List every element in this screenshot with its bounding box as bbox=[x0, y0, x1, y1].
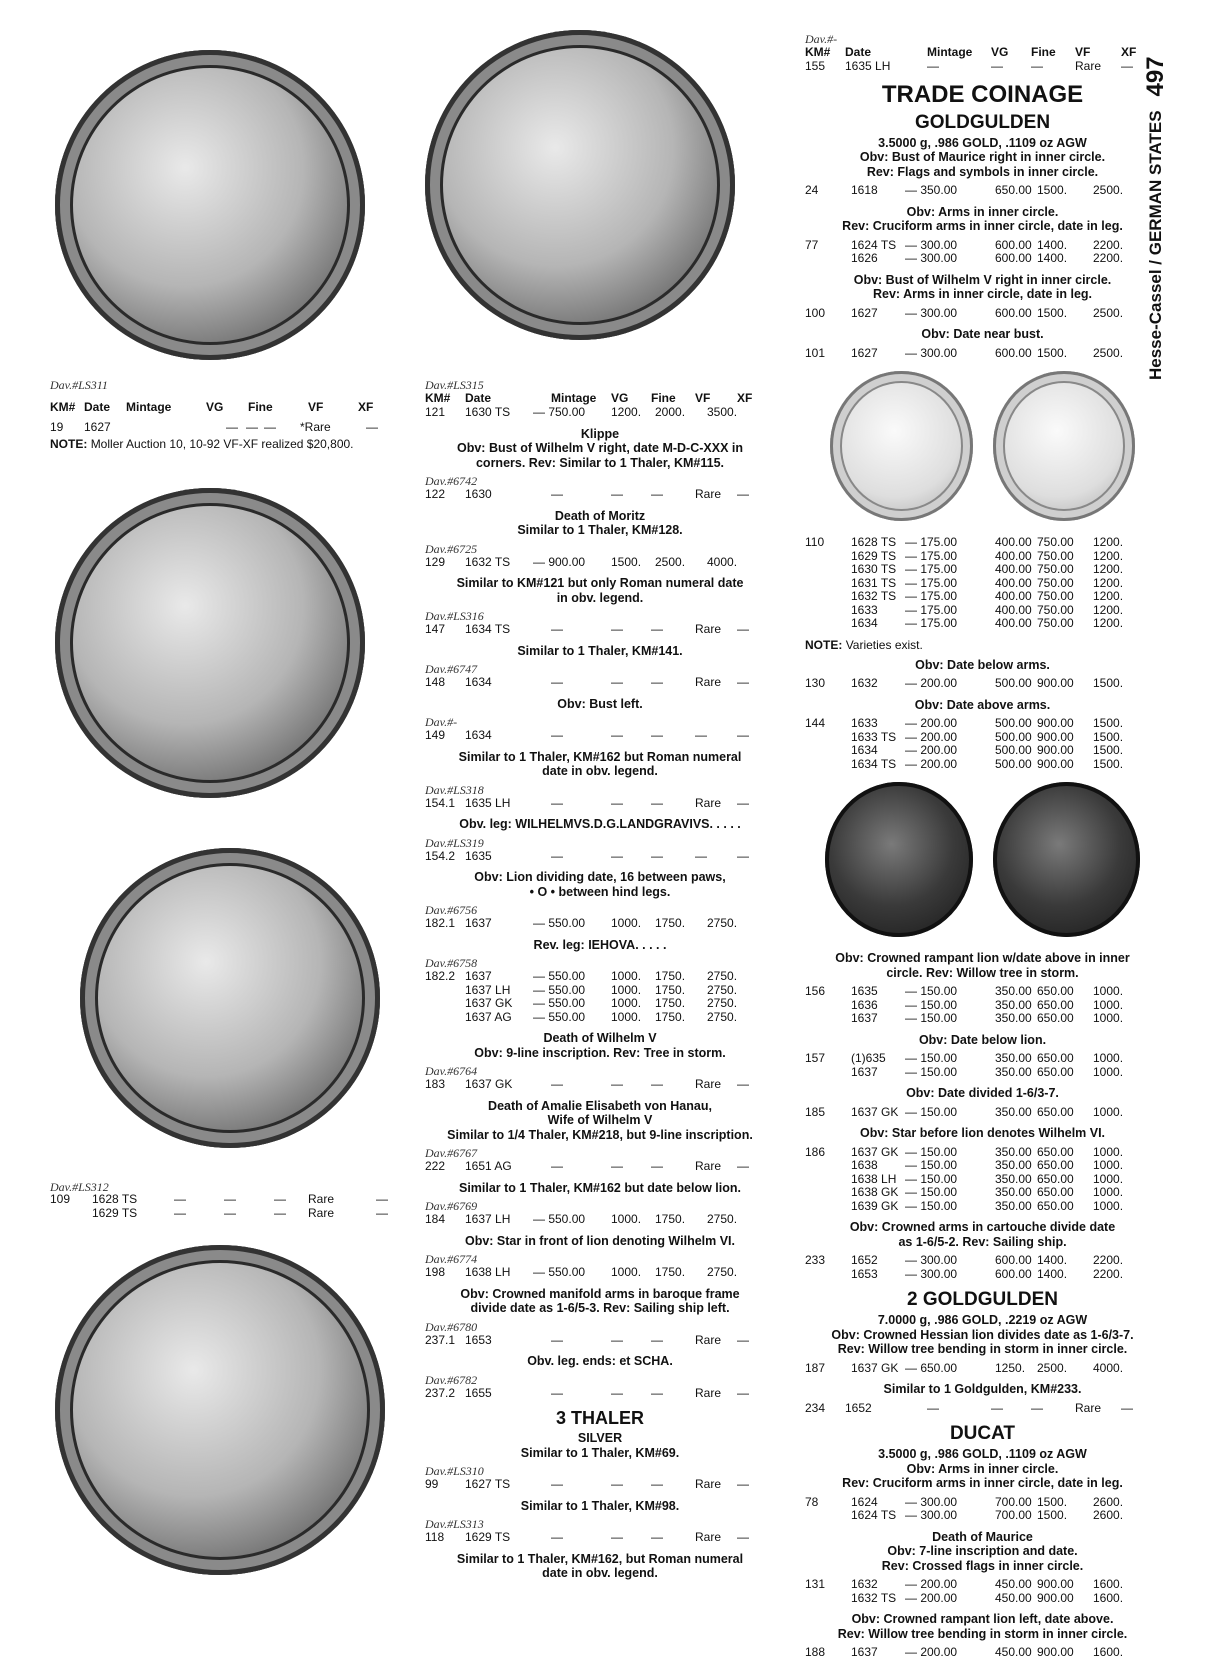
caption: Rev: Willow tree bending in storm in inner circle. bbox=[837, 1342, 1128, 1356]
caption: Obv: Bust left. bbox=[557, 696, 643, 711]
table-row: 100 1627 — 300.00 600.00 1500. 2500. bbox=[805, 305, 1124, 320]
dav-reference: Dav.#6758 bbox=[425, 956, 478, 970]
caption: Similar to 1 Thaler, KM#141. bbox=[517, 643, 683, 658]
table-row: 154.2 1635 — — — — — bbox=[425, 848, 749, 863]
dav-reference: Dav.#LS312 bbox=[50, 1180, 109, 1194]
caption: Similar to 1/4 Thaler, KM#218, but 9-line inscription. bbox=[447, 1127, 753, 1142]
coin-image-reverse bbox=[993, 371, 1136, 521]
dav-reference: Dav.#LS313 bbox=[425, 1517, 484, 1531]
dav-reference: Dav.#LS316 bbox=[425, 609, 484, 623]
caption: Obv: 7-line inscription and date. bbox=[887, 1544, 1078, 1558]
dav-reference: Dav.#6782 bbox=[425, 1372, 478, 1387]
caption: Obv: Star in front of lion denoting Wilhelm VI. bbox=[464, 1233, 735, 1248]
note: NOTE: Varieties exist. bbox=[805, 637, 923, 652]
page-number: 497 bbox=[1142, 56, 1169, 97]
table-row: 1626 — 300.00 600.00 1400. 2200. bbox=[851, 251, 1124, 265]
caption: Obv: Crowned rampant lion left, date above. bbox=[851, 1612, 1114, 1626]
table-row: 1637 LH — 550.00 1000. 1750. 2750. bbox=[465, 982, 738, 997]
table-row: 154.1 1635 LH — — — Rare — bbox=[425, 795, 749, 810]
dav-reference: Dav.#LS310 bbox=[425, 1464, 484, 1478]
caption: as 1-6/5-2. Rev: Sailing ship. bbox=[898, 1234, 1067, 1249]
caption: Death of Amalie Elisabeth von Hanau, bbox=[488, 1098, 712, 1113]
dav-reference: Dav.#6764 bbox=[425, 1064, 478, 1078]
table-row: 155 1635 LH — — — Rare — bbox=[805, 59, 1133, 73]
table-row: 1630 TS — 175.00 400.00 750.00 1200. bbox=[851, 562, 1124, 576]
caption: Similar to 1 Thaler, KM#128. bbox=[517, 523, 683, 537]
table-row: 198 1638 LH — 550.00 1000. 1750. 2750. bbox=[425, 1265, 738, 1279]
coin-image bbox=[80, 848, 380, 1148]
table-row: 1637 AG — 550.00 1000. 1750. 2750. bbox=[465, 1009, 738, 1024]
table-row: 188 1637 — 200.00 450.00 900.00 1600. bbox=[805, 1645, 1124, 1659]
table-row: 183 1637 GK — — — Rare — bbox=[425, 1077, 749, 1091]
caption: Obv: Star before lion denotes Wilhelm VI. bbox=[859, 1126, 1106, 1140]
caption: Obv: Arms in inner circle. bbox=[906, 204, 1059, 219]
caption: Obv. leg. ends: et SCHA. bbox=[527, 1354, 673, 1368]
table-row: 1638 LH — 150.00 350.00 650.00 1000. bbox=[851, 1171, 1124, 1186]
dav-reference: Dav.#LS311 bbox=[50, 378, 108, 392]
dav-reference: Dav.#- bbox=[805, 32, 838, 46]
coin-image-obverse bbox=[830, 371, 973, 521]
caption: corners. Rev: Similar to 1 Thaler, KM#115. bbox=[475, 455, 725, 470]
table-row: 187 1637 GK — 650.00 1250. 2500. 4000. bbox=[805, 1360, 1124, 1375]
table-header: KM# Date Mintage VG Fine VF XF bbox=[50, 400, 374, 414]
caption: Rev: Crossed flags in inner circle. bbox=[881, 1558, 1084, 1573]
table-row: 1633 — 175.00 400.00 750.00 1200. bbox=[851, 602, 1124, 617]
coin-image bbox=[425, 30, 735, 340]
caption: Obv: Crowned manifold arms in baroque frame bbox=[460, 1286, 740, 1301]
table-row: 99 1627 TS — — — Rare — bbox=[425, 1477, 749, 1491]
caption: 3.5000 g, .986 GOLD, .1109 oz AGW bbox=[878, 1447, 1087, 1461]
dav-reference: Dav.#- bbox=[425, 715, 458, 729]
caption: Similar to 1 Thaler, KM#98. bbox=[520, 1498, 680, 1513]
table-row: 233 1652 — 300.00 600.00 1400. 2200. bbox=[805, 1253, 1124, 1267]
dav-reference: Dav.#6742 bbox=[425, 474, 478, 488]
caption: Obv: Arms in inner circle. bbox=[906, 1461, 1059, 1476]
table-row: 222 1651 AG — — — Rare — bbox=[425, 1159, 749, 1173]
caption: Obv: Bust of Wilhelm V right, date M-D-C-XXX in bbox=[457, 441, 743, 455]
caption: Obv. leg: WILHELMVS.D.G.LANDGRAVIVS. . . . . bbox=[459, 817, 741, 831]
coin-image bbox=[55, 1245, 385, 1575]
caption: Similar to 1 Thaler, KM#162 but date below lion. bbox=[458, 1180, 741, 1195]
caption: 7.0000 g, .986 GOLD, .2219 oz AGW bbox=[877, 1313, 1088, 1327]
note: NOTE: Moller Auction 10, 10-92 VF-XF realized $20,800. bbox=[50, 437, 354, 451]
caption: Death of Maurice bbox=[932, 1529, 1033, 1544]
caption: Similar to 1 Thaler, KM#69. bbox=[520, 1445, 680, 1460]
table-row: 122 1630 — — — Rare — bbox=[425, 487, 749, 501]
table-row: 1637 — 150.00 350.00 650.00 1000. bbox=[851, 1011, 1124, 1025]
table-row: 1631 TS — 175.00 400.00 750.00 1200. bbox=[851, 575, 1124, 590]
table-row: 237.1 1653 — — — Rare — bbox=[425, 1332, 749, 1347]
caption: Death of Moritz bbox=[554, 508, 646, 523]
caption: Obv: Date near bust. bbox=[921, 327, 1044, 341]
caption: Obv: Date divided 1-6/3-7. bbox=[906, 1086, 1059, 1100]
table-row: 144 1633 — 200.00 500.00 900.00 1500. bbox=[805, 716, 1124, 730]
table-row: 1634 — 175.00 400.00 750.00 1200. bbox=[851, 616, 1124, 630]
table-row: 1637 GK — 550.00 1000. 1750. 2750. bbox=[465, 996, 738, 1010]
dav-reference: Dav.#LS315 bbox=[425, 378, 484, 392]
section-title: Hesse-Cassel / GERMAN STATES bbox=[1146, 110, 1165, 380]
table-row: 121 1630 TS — 750.00 1200. 2000. 3500. bbox=[425, 405, 738, 419]
table-row: 237.2 1655 — — — Rare — bbox=[425, 1385, 749, 1400]
table-header: KM# Date Mintage VG Fine VF XF bbox=[425, 391, 753, 405]
caption: Rev: Arms in inner circle, date in leg. bbox=[872, 287, 1093, 301]
caption: Rev: Flags and symbols in inner circle. bbox=[866, 164, 1099, 179]
section-heading: DUCAT bbox=[949, 1423, 1016, 1444]
table-row: 1634 TS — 200.00 500.00 900.00 1500. bbox=[851, 756, 1124, 771]
caption: • O • between hind legs. bbox=[529, 884, 671, 899]
dav-reference: Dav.#6725 bbox=[425, 541, 478, 556]
caption: Obv: Date below arms. bbox=[915, 657, 1050, 672]
table-row: 234 1652 — — — Rare — bbox=[805, 1400, 1133, 1415]
table-row: 110 1628 TS — 175.00 400.00 750.00 1200. bbox=[805, 535, 1124, 549]
table-row: 1629 TS — — — Rare — bbox=[92, 1206, 388, 1220]
dav-reference: Dav.#6780 bbox=[425, 1319, 478, 1334]
running-header bbox=[1136, 20, 1176, 380]
table-row: 148 1634 — — — Rare — bbox=[425, 675, 749, 689]
table-row: 156 1635 — 150.00 350.00 650.00 1000. bbox=[805, 984, 1124, 998]
caption: Obv: Bust of Wilhelm V right in inner circle. bbox=[853, 272, 1112, 287]
table-row: 1638 GK — 150.00 350.00 650.00 1000. bbox=[851, 1185, 1124, 1199]
caption: Obv: 9-line inscription. Rev: Tree in storm. bbox=[474, 1045, 726, 1060]
caption: Similar to 1 Thaler, KM#162 but Roman numeral bbox=[458, 749, 742, 764]
table-row: 1633 TS — 200.00 500.00 900.00 1500. bbox=[851, 729, 1124, 744]
coin-image bbox=[55, 488, 365, 798]
caption: Rev: Cruciform arms in inner circle, date in leg. bbox=[842, 1476, 1123, 1490]
table-row: 77 1624 TS — 300.00 600.00 1400. 2200. bbox=[805, 237, 1124, 252]
coin-image-reverse bbox=[993, 782, 1140, 937]
caption: Similar to KM#121 but only Roman numeral date bbox=[456, 576, 744, 590]
caption: Rev: Cruciform arms in inner circle, date in leg. bbox=[842, 219, 1123, 233]
table-row: 101 1627 — 300.00 600.00 1500. 2500. bbox=[805, 345, 1124, 360]
table-row: 1636 — 150.00 350.00 650.00 1000. bbox=[851, 997, 1124, 1012]
dav-reference: Dav.#6769 bbox=[425, 1199, 478, 1213]
dav-reference: Dav.#LS319 bbox=[425, 835, 484, 850]
caption: date in obv. legend. bbox=[542, 764, 658, 778]
section-heading: 3 THALER bbox=[555, 1408, 644, 1428]
section-heading: GOLDGULDEN bbox=[914, 111, 1051, 133]
table-row: 1629 TS — 175.00 400.00 750.00 1200. bbox=[851, 548, 1124, 563]
table-row: 184 1637 LH — 550.00 1000. 1750. 2750. bbox=[425, 1212, 738, 1226]
caption: Rev. leg: IEHOVA. . . . . bbox=[533, 937, 667, 952]
caption: Obv: Date below lion. bbox=[918, 1032, 1047, 1047]
table-header: KM# Date Mintage VG Fine VF XF bbox=[805, 45, 1137, 59]
dav-reference: Dav.#6756 bbox=[425, 903, 478, 917]
table-row: 78 1624 — 300.00 700.00 1500. 2600. bbox=[805, 1494, 1124, 1509]
dav-reference: Dav.#6767 bbox=[425, 1146, 478, 1160]
caption: circle. Rev: Willow tree in storm. bbox=[886, 965, 1079, 980]
section-heading: 2 GOLDGULDEN bbox=[907, 1289, 1058, 1310]
coin-image bbox=[55, 50, 365, 360]
caption: Klippe bbox=[580, 426, 620, 441]
table-row: 147 1634 TS — — — Rare — bbox=[425, 622, 749, 636]
caption: Wife of Wilhelm V bbox=[547, 1113, 653, 1127]
table-row: 149 1634 — — — — — bbox=[425, 728, 749, 742]
table-row: 131 1632 — 200.00 450.00 900.00 1600. bbox=[805, 1577, 1124, 1591]
caption: Rev: Willow tree bending in storm in inner circle. bbox=[837, 1626, 1128, 1641]
caption: Similar to 1 Thaler, KM#162, but Roman numeral bbox=[456, 1551, 744, 1566]
caption: Obv: Bust of Maurice right in inner circle. bbox=[859, 150, 1106, 164]
dav-reference: Dav.#6747 bbox=[425, 662, 478, 676]
table-row: 1634 — 200.00 500.00 900.00 1500. bbox=[851, 743, 1124, 757]
table-row: 19 1627 — — — *Rare — bbox=[50, 420, 378, 434]
table-row: 1624 TS — 300.00 700.00 1500. 2600. bbox=[851, 1508, 1124, 1522]
caption: Obv: Date above arms. bbox=[914, 697, 1051, 712]
caption: Obv: Lion dividing date, 16 between paws, bbox=[474, 870, 726, 884]
caption: Obv: Crowned arms in cartouche divide date bbox=[849, 1220, 1116, 1234]
caption: SILVER bbox=[577, 1431, 623, 1445]
section-heading: TRADE COINAGE bbox=[881, 80, 1084, 108]
caption: Obv: Crowned rampant lion w/date above in inner bbox=[835, 951, 1130, 965]
table-row: 1638 — 150.00 350.00 650.00 1000. bbox=[851, 1158, 1124, 1172]
table-row: 130 1632 — 200.00 500.00 900.00 1500. bbox=[805, 676, 1124, 690]
dav-reference: Dav.#6774 bbox=[425, 1252, 478, 1266]
caption: Similar to 1 Goldgulden, KM#233. bbox=[883, 1382, 1082, 1396]
table-row: 157 (1)635 — 150.00 350.00 650.00 1000. bbox=[805, 1051, 1124, 1065]
caption: Death of Wilhelm V bbox=[543, 1031, 657, 1045]
table-row: 109 1628 TS — — — Rare — bbox=[50, 1192, 388, 1206]
caption: in obv. legend. bbox=[556, 590, 644, 605]
table-row: 182.1 1637 — 550.00 1000. 1750. 2750. bbox=[425, 916, 738, 930]
caption: date in obv. legend. bbox=[542, 1566, 658, 1580]
caption: Obv: Crowned Hessian lion divides date as 1-6/3-7. bbox=[831, 1327, 1134, 1342]
caption: 3.5000 g, .986 GOLD, .1109 oz AGW bbox=[878, 135, 1087, 150]
table-row: 129 1632 TS — 900.00 1500. 2500. 4000. bbox=[425, 554, 738, 569]
table-row: 186 1637 GK — 150.00 350.00 650.00 1000. bbox=[805, 1144, 1124, 1159]
table-row: 182.2 1637 — 550.00 1000. 1750. 2750. bbox=[425, 969, 738, 983]
coin-image-obverse bbox=[825, 782, 972, 937]
table-row: 1632 TS — 200.00 450.00 900.00 1600. bbox=[851, 1590, 1124, 1605]
table-row: 24 1618 — 350.00 650.00 1500. 2500. bbox=[805, 183, 1124, 197]
dav-reference: Dav.#LS318 bbox=[425, 782, 484, 797]
table-row: 1653 — 300.00 600.00 1400. 2200. bbox=[851, 1266, 1124, 1281]
table-row: 1637 — 150.00 350.00 650.00 1000. bbox=[851, 1064, 1124, 1079]
caption: divide date as 1-6/5-3. Rev: Sailing ship left. bbox=[470, 1301, 730, 1315]
table-row: 1632 TS — 175.00 400.00 750.00 1200. bbox=[851, 589, 1124, 603]
table-row: 1639 GK — 150.00 350.00 650.00 1000. bbox=[851, 1198, 1124, 1213]
table-row: 118 1629 TS — — — Rare — bbox=[425, 1530, 749, 1544]
table-row: 185 1637 GK — 150.00 350.00 650.00 1000. bbox=[805, 1104, 1124, 1119]
